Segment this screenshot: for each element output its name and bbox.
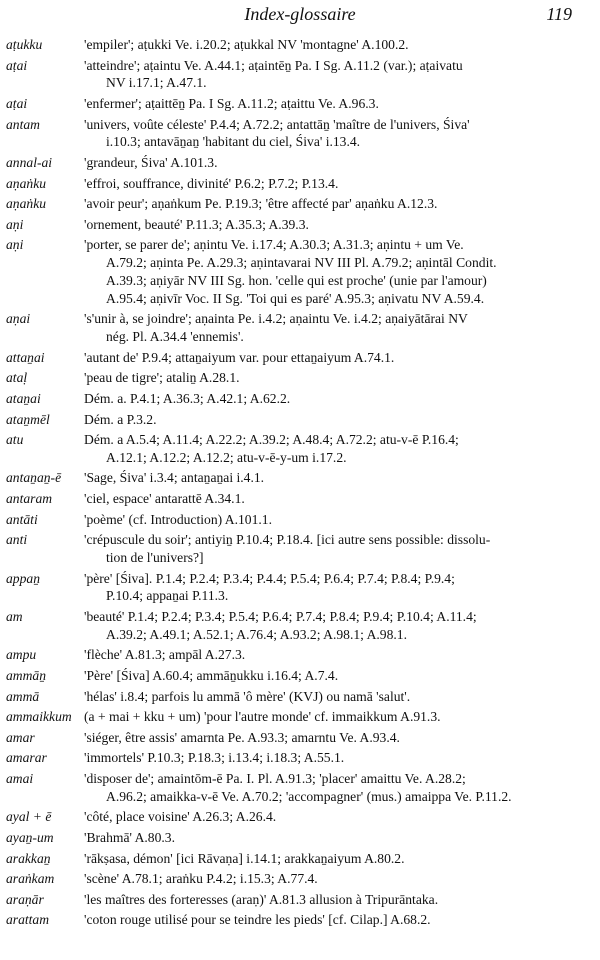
headword: annal-ai bbox=[6, 154, 53, 170]
definition bbox=[84, 216, 580, 234]
glossary-entry bbox=[0, 369, 600, 387]
glossary-entry bbox=[0, 870, 600, 888]
definition bbox=[84, 310, 580, 346]
glossary-entry bbox=[0, 808, 600, 826]
definition bbox=[84, 729, 580, 747]
definition-line: 's'unir à, se joindre'; aṇainta Pe. i.4.2; aṇaintu Ve. i.4.2; aṇaiyātārai NV bbox=[84, 311, 468, 327]
definition-line: 'poème' (cf. Introduction) A.101.1. bbox=[84, 511, 272, 527]
glossary-entry bbox=[0, 829, 600, 847]
definition bbox=[84, 870, 580, 888]
glossary-entry bbox=[0, 95, 600, 113]
definition bbox=[84, 808, 580, 826]
headword: aṭukku bbox=[6, 37, 43, 52]
definition-line: NV i.17.1; A.47.1. bbox=[106, 75, 207, 91]
definition-line: 'porter, se parer de'; aṇintu Ve. i.17.4; A.30.3; A.31.3; aṇintu + um Ve. bbox=[84, 237, 464, 253]
definition bbox=[84, 95, 580, 113]
page-number: 119 bbox=[546, 4, 572, 24]
definition bbox=[84, 891, 580, 909]
definition bbox=[84, 349, 580, 367]
glossary-entry bbox=[0, 490, 600, 508]
definition-line: Dém. a P.3.2. bbox=[84, 411, 157, 427]
headword: ayal + ē bbox=[6, 809, 52, 825]
glossary-entry bbox=[0, 195, 600, 213]
definition-line: A.39.2; A.49.1; A.52.1; A.76.4; A.93.2; A.98.1; A.98.1. bbox=[106, 626, 407, 642]
definition-line: 'effroi, souffrance, divinité' P.6.2; P.7.2; P.13.4. bbox=[84, 175, 339, 191]
definition-line: 'siéger, être assis' amarnta Pe. A.93.3; amarntu Ve. A.93.4. bbox=[84, 729, 400, 745]
definition-line: 'beauté' P.1.4; P.2.4; P.3.4; P.5.4; P.6.4; P.7.4; P.8.4; P.9.4; P.10.4; A.11.4; bbox=[84, 609, 477, 625]
definition-line: i.10.3; antavāṉaṉ 'habitant du ciel, Śiva' i.13.4. bbox=[106, 134, 361, 150]
headword: ampu bbox=[6, 647, 37, 663]
glossary-entry bbox=[0, 469, 600, 487]
definition bbox=[84, 911, 580, 929]
headword: am bbox=[6, 609, 23, 625]
glossary-entry bbox=[0, 770, 600, 806]
definition-line: 'rākṣasa, démon' [ici Rāvaṇa] i.14.1; arakkaṉaiyum A.80.2. bbox=[84, 850, 405, 866]
definition-line: nég. Pl. A.34.4 'ennemis'. bbox=[106, 329, 244, 345]
glossary-entry bbox=[0, 36, 600, 54]
definition-line: 'disposer de'; amaintōm-ē Pa. I. Pl. A.91.3; 'placer' amaittu Ve. A.28.2; bbox=[84, 771, 466, 786]
headword: ayaṉ-um bbox=[6, 829, 54, 845]
glossary-entry bbox=[0, 390, 600, 408]
definition bbox=[84, 688, 580, 706]
headword: amar bbox=[6, 729, 35, 745]
definition-line: 'autant de' P.9.4; attaṉaiyum var. pour ettaṉaiyum A.74.1. bbox=[84, 349, 395, 365]
definition-line: 'ornement, beauté' P.11.3; A.35.3; A.39.3. bbox=[84, 216, 309, 232]
definition-line: 'crépuscule du soir'; antiyiṉ P.10.4; P.18.4. [ici autre sens possible: dissolu- bbox=[84, 532, 491, 548]
headword: antaram bbox=[6, 491, 53, 507]
definition bbox=[84, 570, 580, 606]
glossary-entry bbox=[0, 708, 600, 726]
definition bbox=[84, 749, 580, 767]
definition-line: 'immortels' P.10.3; P.18.3; i.13.4; i.18.3; A.55.1. bbox=[84, 750, 345, 766]
headword: antāti bbox=[6, 511, 38, 527]
definition bbox=[84, 369, 580, 387]
headword: aṭai bbox=[6, 95, 28, 111]
definition bbox=[84, 469, 580, 487]
headword: aṇai bbox=[6, 311, 31, 327]
glossary-entry bbox=[0, 646, 600, 664]
headword: attaṉai bbox=[6, 349, 45, 365]
definition bbox=[84, 770, 580, 806]
headword: araṅkam bbox=[6, 871, 55, 887]
headword: amai bbox=[6, 771, 34, 786]
definition-line: 'hélas' i.8.4; parfois lu ammā 'ô mère' (KVJ) ou namā 'salut'. bbox=[84, 688, 411, 704]
definition bbox=[84, 531, 580, 567]
definition-line: (a + mai + kku + um) 'pour l'autre monde' cf. immaikkum A.91.3. bbox=[84, 709, 441, 725]
definition bbox=[84, 646, 580, 664]
headword: ammāṉ bbox=[6, 668, 47, 684]
headword: antam bbox=[6, 116, 40, 132]
definition-line: 'avoir peur'; aṇaṅkum Pe. P.19.3; 'être affecté par' aṇaṅku A.12.3. bbox=[84, 196, 438, 212]
definition-line: A.12.1; A.12.2; A.12.2; atu-v-ē-y-um i.17.2. bbox=[106, 449, 347, 465]
definition-line: A.95.4; aṇivīr Voc. II Sg. 'Toi qui es paré' A.95.3; aṇivatu NV A.59.4. bbox=[106, 290, 485, 306]
definition-line: 'Père' [Śiva] A.60.4; ammāṉukku i.16.4; A.7.4. bbox=[84, 668, 339, 684]
glossary-entry bbox=[0, 570, 600, 606]
headword: aṇaṅku bbox=[6, 196, 47, 212]
headword: aṇi bbox=[6, 216, 24, 232]
definition-line: 'père' [Śiva]. P.1.4; P.2.4; P.3.4; P.4.4; P.5.4; P.6.4; P.7.4; P.8.4; P.9.4; bbox=[84, 570, 455, 586]
glossary-entry bbox=[0, 891, 600, 909]
glossary-entries bbox=[0, 36, 600, 932]
definition bbox=[84, 116, 580, 152]
headword: arattam bbox=[6, 912, 50, 928]
definition-line: 'univers, voûte céleste' P.4.4; A.72.2; antattāṉ 'maître de l'univers, Śiva' bbox=[84, 116, 470, 132]
definition-line: A.96.2; amaikka-v-ē Ve. A.70.2; 'accompagner' (mus.) amaippa Ve. P.11.2. bbox=[106, 788, 512, 804]
headword: ataḷ bbox=[6, 370, 28, 386]
page-header bbox=[0, 2, 600, 32]
definition bbox=[84, 36, 580, 54]
definition bbox=[84, 195, 580, 213]
headword: anti bbox=[6, 532, 28, 548]
definition-line: 'Sage, Śiva' i.3.4; antaṉaṉai i.4.1. bbox=[84, 470, 265, 486]
definition-line: Dém. a. P.4.1; A.36.3; A.42.1; A.62.2. bbox=[84, 390, 291, 406]
definition bbox=[84, 431, 580, 467]
glossary-entry bbox=[0, 175, 600, 193]
definition-line: 'les maîtres des forteresses (araṇ)' A.81.3 allusion à Tripurāntaka. bbox=[84, 891, 439, 907]
glossary-entry bbox=[0, 911, 600, 929]
definition-line: 'atteindre'; aṭaintu Ve. A.44.1; aṭaintēṉ Pa. I Sg. A.11.2 (var.); aṭaivatu bbox=[84, 57, 463, 73]
headword: appaṉ bbox=[6, 570, 40, 586]
definition-line: 'peau de tigre'; ataliṉ A.28.1. bbox=[84, 370, 240, 386]
definition-line: 'scène' A.78.1; araṅku P.4.2; i.15.3; A.77.4. bbox=[84, 871, 318, 887]
definition bbox=[84, 390, 580, 408]
glossary-entry bbox=[0, 749, 600, 767]
glossary-entry bbox=[0, 154, 600, 172]
definition bbox=[84, 667, 580, 685]
definition-line: A.79.2; aṇinta Pe. A.29.3; aṇintavarai NV III Pl. A.79.2; aṇintāl Condit. bbox=[106, 255, 497, 271]
definition bbox=[84, 829, 580, 847]
glossary-entry bbox=[0, 216, 600, 234]
definition-line: 'coton rouge utilisé pour se teindre les pieds' [cf. Cilap.] A.68.2. bbox=[84, 912, 431, 928]
glossary-entry bbox=[0, 411, 600, 429]
definition bbox=[84, 708, 580, 726]
definition-line: 'côté, place voisine' A.26.3; A.26.4. bbox=[84, 809, 277, 825]
definition bbox=[84, 175, 580, 193]
definition bbox=[84, 236, 580, 307]
glossary-entry bbox=[0, 236, 600, 307]
glossary-entry bbox=[0, 667, 600, 685]
definition bbox=[84, 608, 580, 644]
glossary-entry bbox=[0, 349, 600, 367]
glossary-entry bbox=[0, 531, 600, 567]
headword: aṇaṅku bbox=[6, 175, 47, 191]
glossary-entry bbox=[0, 57, 600, 93]
definition-line: Dém. a A.5.4; A.11.4; A.22.2; A.39.2; A.48.4; A.72.2; atu-v-ē P.16.4; bbox=[84, 432, 459, 448]
headword: aṭai bbox=[6, 57, 28, 73]
glossary-entry bbox=[0, 729, 600, 747]
headword: ataṉai bbox=[6, 390, 41, 406]
headword: aṇi bbox=[6, 237, 24, 253]
definition-line: 'Brahmā' A.80.3. bbox=[84, 829, 175, 845]
headword: ataṉmēl bbox=[6, 411, 50, 427]
definition bbox=[84, 511, 580, 529]
headword: ammā bbox=[6, 688, 40, 704]
glossary-entry bbox=[0, 310, 600, 346]
definition-line: 'ciel, espace' antarattē A.34.1. bbox=[84, 491, 245, 507]
definition bbox=[84, 490, 580, 508]
definition bbox=[84, 154, 580, 172]
definition-line: tion de l'univers?] bbox=[106, 550, 204, 566]
definition-line: 'grandeur, Śiva' A.101.3. bbox=[84, 154, 218, 170]
glossary-entry bbox=[0, 116, 600, 152]
glossary-entry bbox=[0, 688, 600, 706]
glossary-entry bbox=[0, 850, 600, 868]
headword: amarar bbox=[6, 750, 47, 766]
glossary-entry bbox=[0, 431, 600, 467]
headword: antaṉaṉ-ē bbox=[6, 470, 62, 486]
glossary-entry bbox=[0, 608, 600, 644]
running-title: Index-glossaire bbox=[244, 4, 356, 24]
definition-line: 'enfermer'; aṭaittēṉ Pa. I Sg. A.11.2; aṭaittu Ve. A.96.3. bbox=[84, 95, 379, 111]
headword: araṇār bbox=[6, 891, 44, 907]
definition-line: 'flèche' A.81.3; ampāl A.27.3. bbox=[84, 647, 246, 663]
definition bbox=[84, 411, 580, 429]
definition-line: P.10.4; appaṉai P.11.3. bbox=[106, 588, 229, 604]
headword: ammaikkum bbox=[6, 709, 72, 725]
glossary-entry bbox=[0, 511, 600, 529]
definition bbox=[84, 850, 580, 868]
definition-line: A.39.3; aṇiyār NV III Sg. hon. 'celle qui est proche' (unie par l'amour) bbox=[106, 272, 487, 288]
definition-line: 'empiler'; aṭukki Ve. i.20.2; aṭukkal NV 'montagne' A.100.2. bbox=[84, 37, 409, 52]
headword: arakkaṉ bbox=[6, 850, 51, 866]
headword: atu bbox=[6, 432, 24, 448]
definition bbox=[84, 57, 580, 93]
